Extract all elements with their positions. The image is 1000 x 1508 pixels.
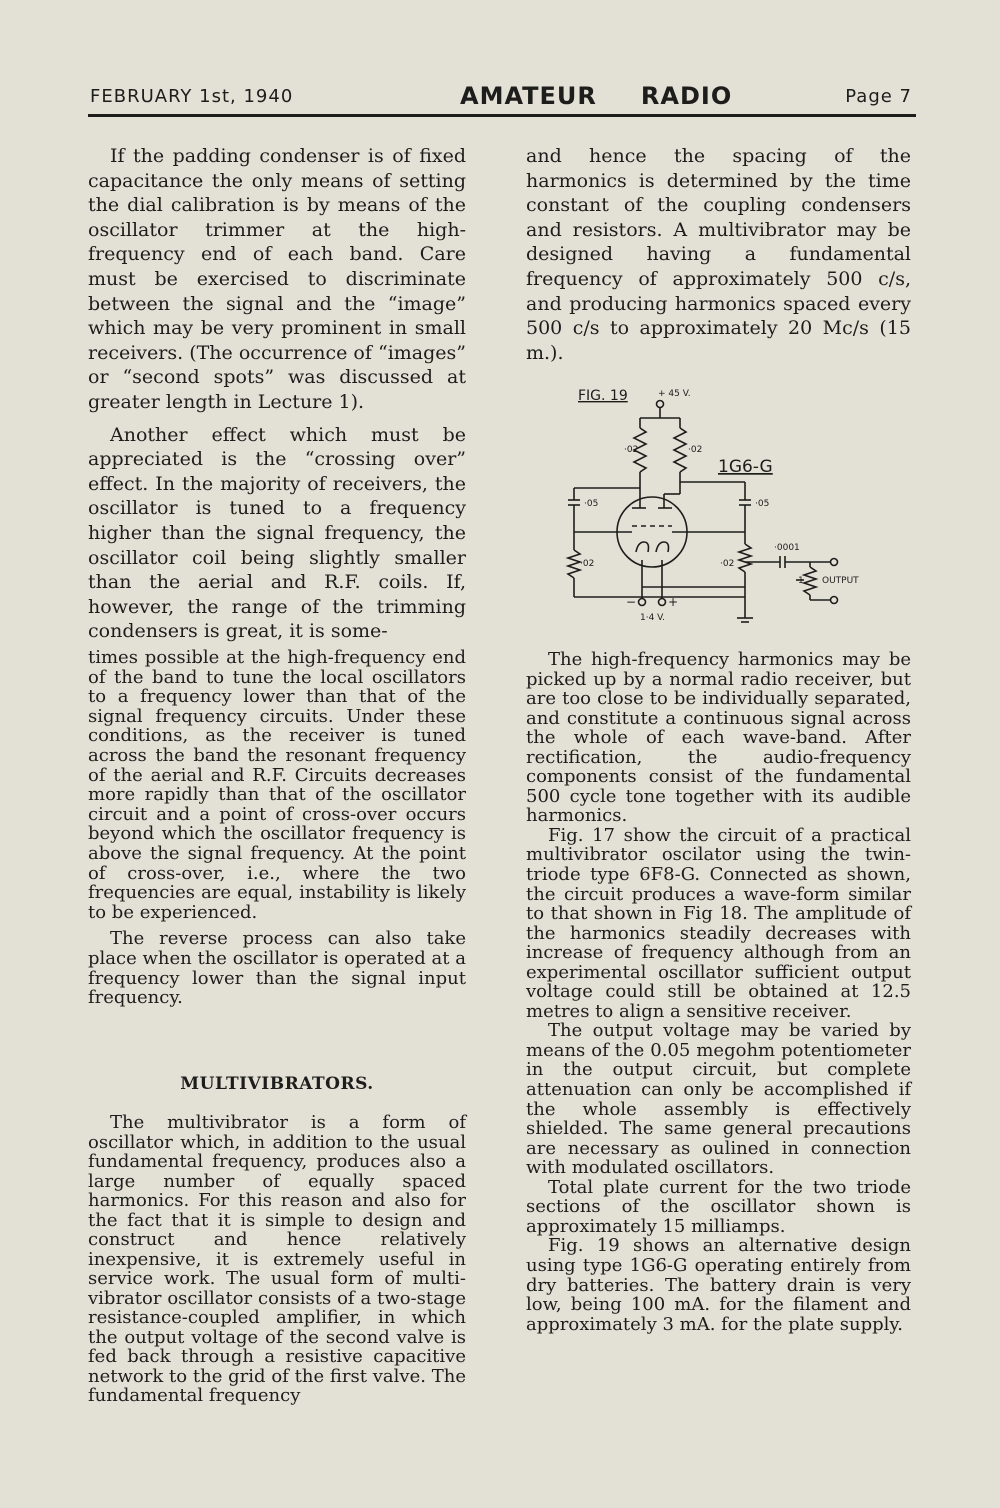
supply-label: + 45 V.	[658, 389, 691, 399]
paragraph: and hence the spacing of the harmonics is determined by the time constant of the coupling condensers and resistors. A multivibrator may be designed having a fundamental frequency of approximately 500 c/s, and producing harmonics spaced every 500 c/s to approximately 20 Mc/s (15 m.).	[526, 145, 911, 364]
resistor-label: ·02	[720, 559, 735, 569]
resistor-label: ·02	[688, 445, 703, 455]
paragraph: Total plate current for the two triode sections of the oscillator shown is approximately 15 milliamps.	[526, 1176, 911, 1237]
output-label: OUTPUT	[822, 576, 859, 586]
fig-label: FIG. 19	[578, 388, 628, 404]
issue-date: FEBRUARY 1st, 1940	[90, 86, 294, 107]
left-column-top	[88, 144, 466, 644]
paragraph: times possible at the high-frequency end of the band to tune the local oscillators to a frequency lower than that of the signal frequency circuits. Under these conditions, as the receiver is tuned across the band the resonant frequency of the aerial and R.F. Circuits decreases more rapidly than that of the oscillator circuit and a point of cross-over occurs beyond which the oscillator frequency is above the signal frequency. At the point of cross-over, i.e., where the two frequencies are equal, instability is likely to be experienced.	[88, 647, 466, 923]
left-column-bottom	[88, 1113, 466, 1406]
capacitor-label: ·05	[584, 499, 599, 509]
title-word-radio: RADIO	[640, 82, 733, 110]
paragraph: The output voltage may be varied by means of the 0.05 megohm potentiometer in the output circuit, but complete attenuation can only be accomplished if the whole assembly is effectively shielded. The same general precautions are necessary as oulined in connection with modulated oscillators.	[526, 1020, 911, 1179]
page-header	[88, 80, 916, 117]
resistor-label: ·02	[624, 445, 639, 455]
right-column-top	[526, 144, 911, 365]
tube-label: 1G6-G	[718, 457, 773, 477]
circuit-diagram-fig19	[560, 382, 900, 632]
section-heading: MULTIVIBRATORS.	[180, 1074, 374, 1094]
paragraph: The reverse process can also take place when the oscillator is operated at a frequency lower than the signal input frequency.	[88, 928, 466, 1009]
resistor-plate-right	[674, 428, 686, 472]
right-column-bottom	[526, 650, 911, 1334]
resistor-grid-right	[739, 544, 751, 572]
capacitor-label: ·05	[755, 499, 770, 509]
pot-label: 1	[798, 576, 804, 586]
plus-label: +	[668, 595, 679, 609]
resistor-label: ·02	[580, 559, 595, 569]
page-number: Page 7	[845, 86, 912, 107]
paragraph: The multivibrator is a form of oscillator which, in addition to the usual fundamental frequency, produces also a large number of equally spaced harmonics. For this reason and also for the fact that it is simple to design and construct and hence relatively inexpensive, it is extremely useful in service work. The usual form of multi-vibrator oscillator consists of a two-stage resistance-coupled amplifier, in which the output voltage of the second valve is fed back through a resistive capacitive network to the grid of the first valve. The fundamental frequency	[88, 1112, 466, 1406]
magazine-title	[460, 82, 732, 110]
left-column-middle	[88, 648, 466, 1008]
output-potentiometer	[804, 567, 816, 595]
title-word-amateur: AMATEUR	[460, 82, 597, 110]
paragraph: Another effect which must be appreciated is the “crossing over” effect. In the majority of receivers, the oscillator is tuned to a frequency higher than the signal frequency, the oscillator coil being slightly smaller than the aerial and R.F. coils. If, however, the range of the trimming condensers is great, it is some-	[88, 423, 466, 643]
filament-label: 1·4 V.	[640, 613, 666, 623]
paragraph: Fig. 19 shows an alternative design using type 1G6-G operating entirely from dry batteries. The battery drain is very low, being 100 mA. for the filament and approximately 3 mA. for the plate supply.	[526, 1235, 911, 1335]
paragraph: Fig. 17 show the circuit of a practical multivibrator oscilator using the twin-triode type 6F8-G. Connected as shown, the circuit produces a wave-form similar to that shown in Fig 18. The amplitude of the harmonics steadily decreases with increase of frequency although from an experimental oscillator sufficient output voltage could still be obtained at 12.5 metres to align a sensitive receiver.	[526, 824, 911, 1022]
paragraph: If the padding condenser is of fixed capacitance the only means of setting the dial calibration is by means of the oscillator trimmer at the high-frequency end of each band. Care must be exercised to discriminate between the signal and the “image” which may be very prominent in small receivers. (The occurrence of “images” or “second spots” was discussed at greater length in Lecture 1).	[88, 145, 466, 413]
capacitor-label: ·0001	[774, 543, 800, 553]
paragraph: The high-frequency harmonics may be picked up by a normal radio receiver, but are too close to be individually separated, and constitute a continuous signal across the whole of each wave-band. After rectification, the audio-frequency components consist of the fundamental 500 cycle tone together with its audible harmonics.	[526, 649, 911, 827]
resistor-grid-left	[568, 550, 580, 578]
minus-label: −	[626, 595, 637, 609]
